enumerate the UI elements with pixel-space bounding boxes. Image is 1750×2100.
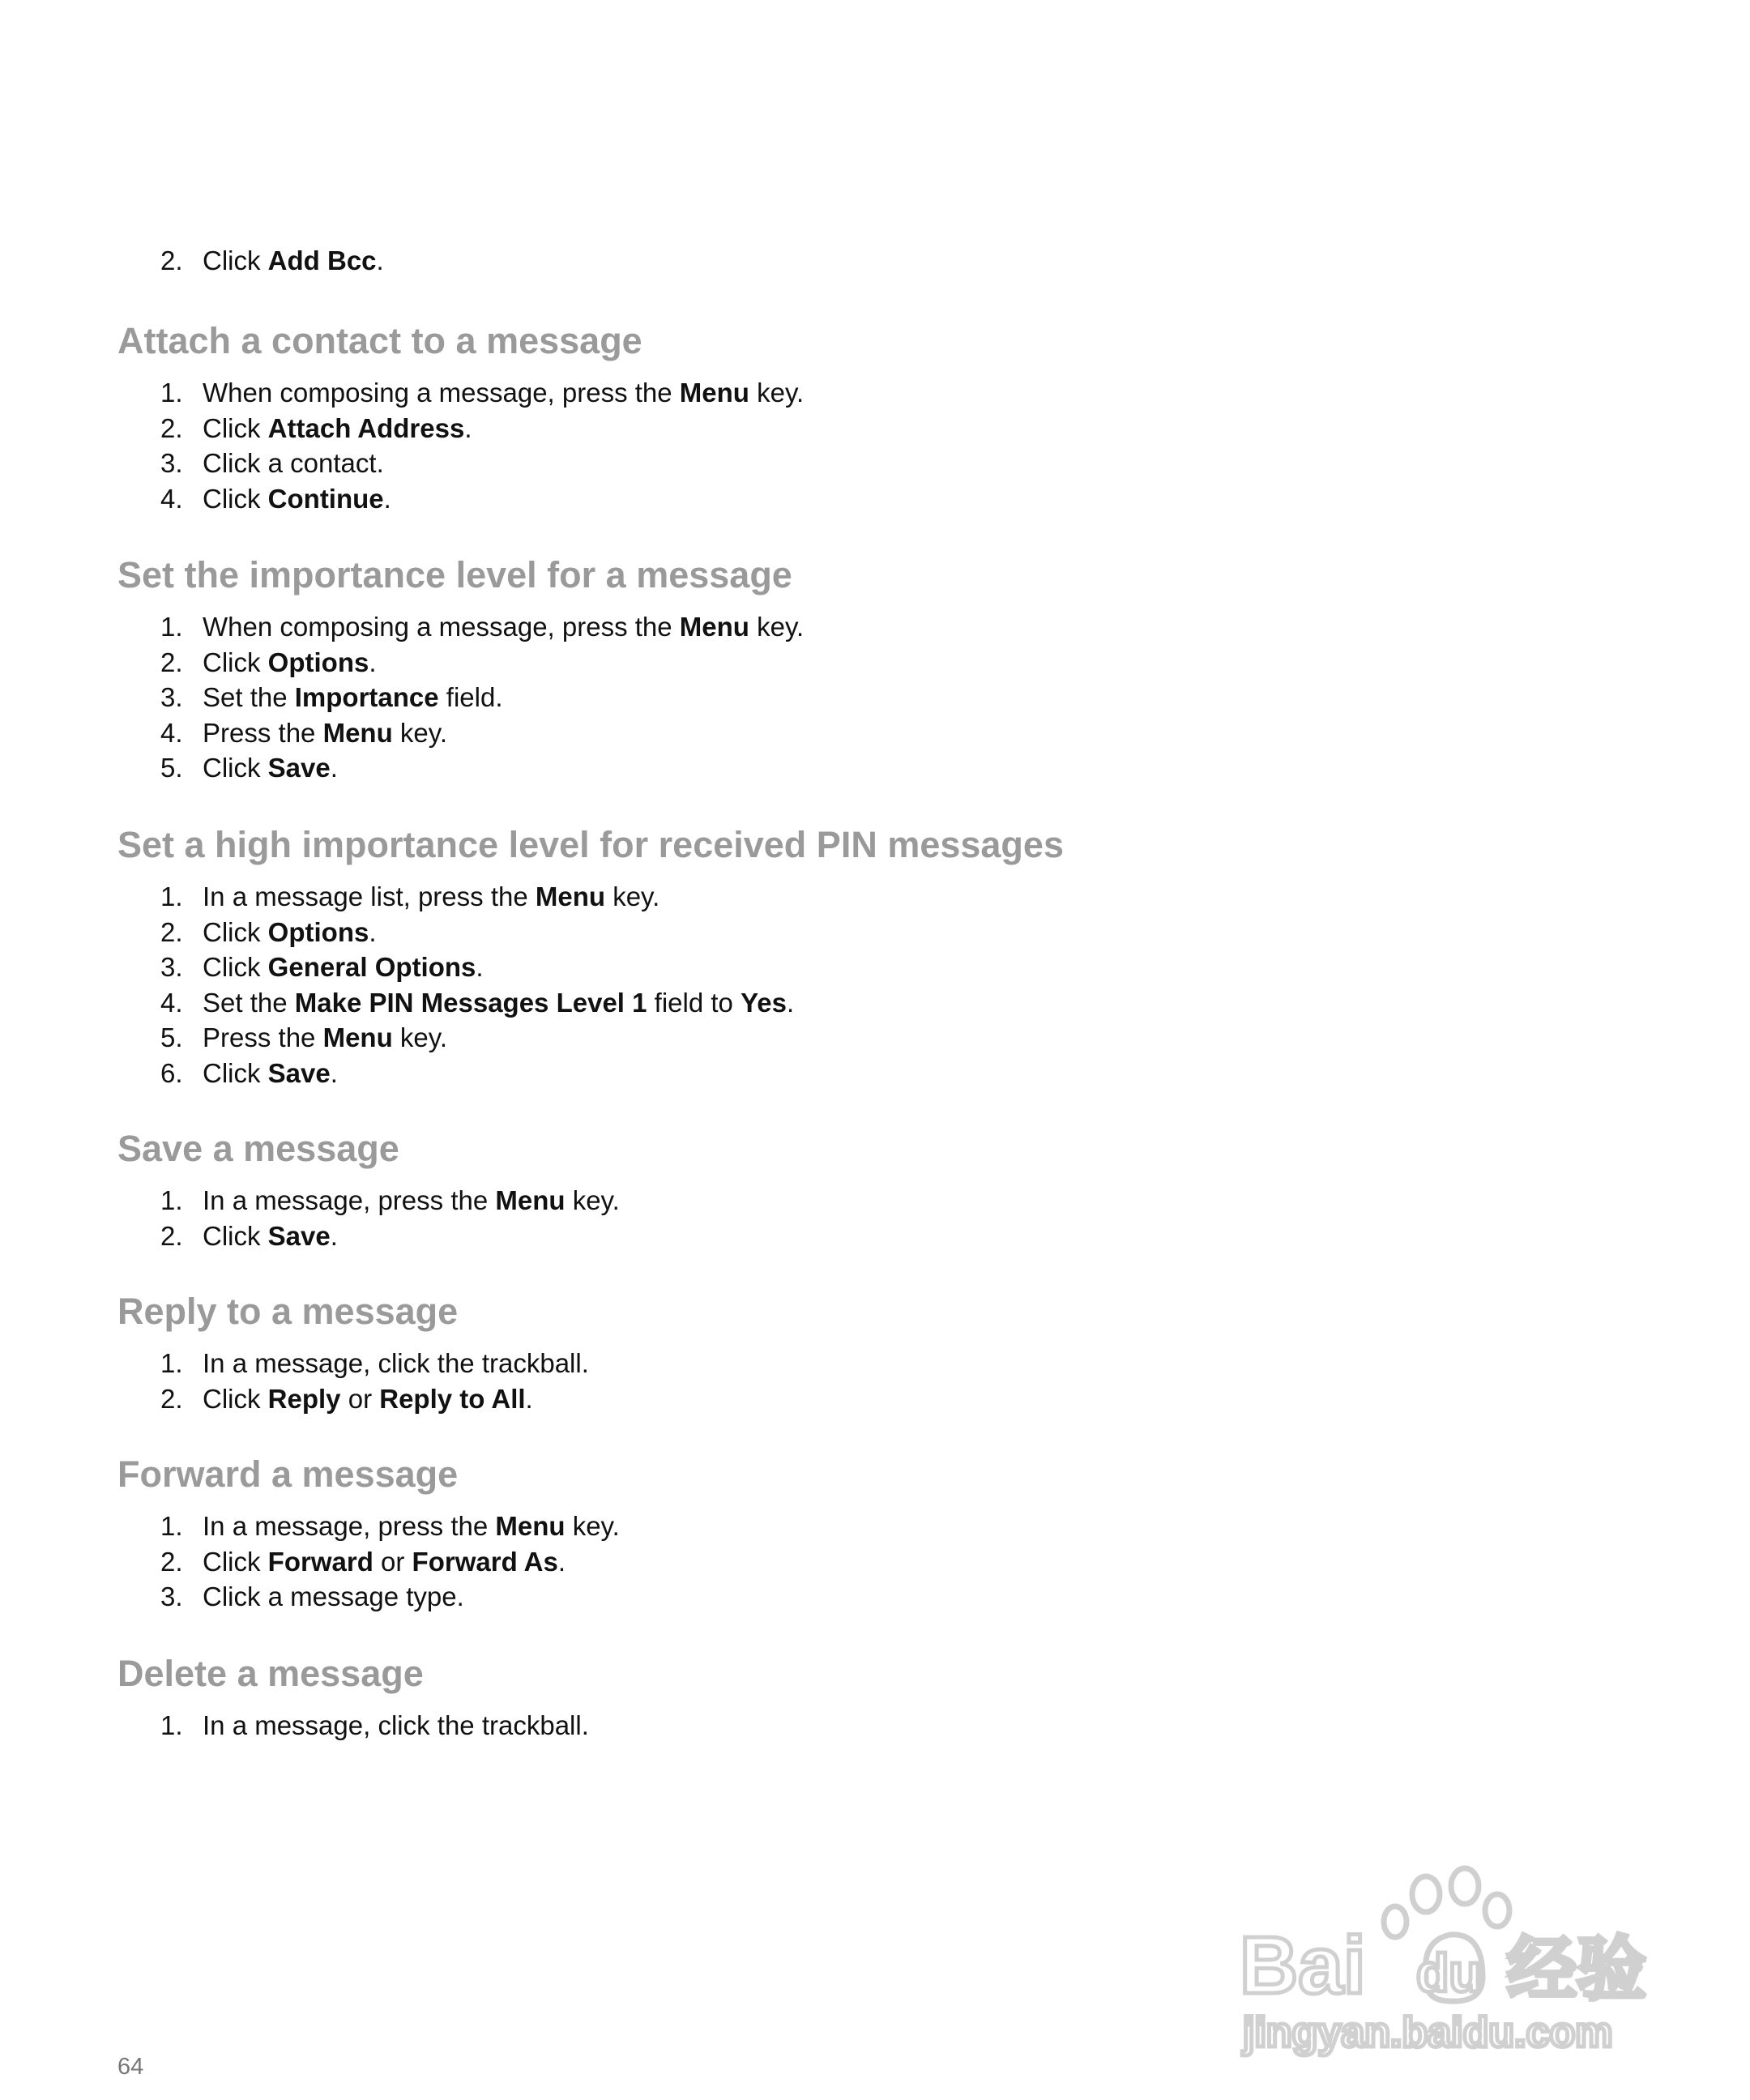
step-text: [203, 1187, 620, 1214]
watermark-brand-du: du: [1416, 1943, 1482, 2003]
step-text-bold: Save: [267, 1057, 331, 1088]
step-text-plain: .: [330, 1220, 338, 1251]
section-heading: Delete a message: [117, 1653, 424, 1694]
section-heading: Forward a message: [117, 1453, 459, 1495]
step-text-plain: .: [383, 483, 391, 514]
step-text-plain: Click a message type.: [203, 1581, 464, 1611]
step-number: 2.: [160, 916, 183, 947]
step-text-bold: Menu: [679, 612, 749, 642]
step-text-bold: Save: [267, 1220, 331, 1251]
step-text-plain: Click: [203, 245, 268, 275]
step-text: [203, 412, 472, 443]
step-text-plain: Click: [203, 1383, 268, 1414]
step-text-plain: Click: [203, 647, 268, 677]
step-text-bold: Menu: [535, 881, 606, 911]
step-number: 4.: [160, 483, 183, 514]
step-text-bold: Options: [267, 647, 369, 677]
step-text-bold: Make PIN Messages Level 1: [294, 987, 647, 1018]
step-text-bold: Reply to All: [379, 1383, 526, 1414]
step-text: [203, 989, 794, 1016]
step-text-plain: When composing a message, press the: [203, 612, 680, 642]
step-text-plain: Click: [203, 952, 268, 982]
step-number: 1.: [160, 1710, 183, 1740]
step-text: [203, 684, 503, 711]
step-number: 3.: [160, 448, 183, 478]
step-text-plain: Click: [203, 916, 268, 947]
watermark-brand-latin: Bai: [1240, 1920, 1366, 2011]
step-number: 3.: [160, 1581, 183, 1611]
step-number: 5.: [160, 753, 183, 783]
watermark-url: jingyan.baidu.com: [1243, 2009, 1613, 2056]
step-number: 6.: [160, 1057, 183, 1088]
step-text: [203, 379, 804, 406]
step-number: 2.: [160, 1546, 183, 1577]
step-text-plain: Click: [203, 1057, 268, 1088]
step-text-plain: .: [330, 753, 338, 783]
step-text: [203, 754, 338, 781]
step-text-bold: Options: [267, 916, 369, 947]
step-text-plain: .: [369, 647, 377, 677]
step-text-plain: .: [786, 987, 795, 1018]
section-heading: Set a high importance level for received PIN messages: [117, 824, 1064, 865]
step-text-plain: .: [330, 1057, 338, 1088]
step-text-bold: Menu: [495, 1185, 566, 1215]
step-text-plain: field.: [438, 682, 503, 712]
step-text-plain: Click a contact.: [203, 448, 384, 478]
step-text-bold: Save: [267, 753, 331, 783]
step-text-plain: key.: [749, 378, 805, 408]
step-number: 2.: [160, 647, 183, 677]
step-text: [203, 1385, 533, 1412]
step-text-plain: In a message, press the: [203, 1185, 496, 1215]
step-text-bold: Importance: [294, 682, 439, 712]
step-text-plain: .: [525, 1383, 533, 1414]
step-text-plain: Click: [203, 1546, 268, 1577]
step-text-plain: In a message list, press the: [203, 881, 536, 911]
step-number: 1.: [160, 378, 183, 408]
step-text-plain: or: [373, 1546, 412, 1577]
step-text-bold: Reply: [267, 1383, 341, 1414]
step-number: 1.: [160, 1348, 183, 1378]
step-number: 1.: [160, 881, 183, 911]
step-number: 3.: [160, 952, 183, 982]
step-text: [203, 485, 391, 512]
step-text: [203, 450, 384, 476]
step-text-plain: .: [476, 952, 484, 982]
step-text-bold: Yes: [741, 987, 787, 1018]
step-number: 2.: [160, 1220, 183, 1251]
step-text-plain: Press the: [203, 1022, 323, 1052]
watermark-brand-cn: 经验: [1507, 1929, 1646, 2010]
step-text-plain: key.: [605, 881, 660, 911]
section-heading: Reply to a message: [117, 1291, 459, 1332]
step-text: [203, 1220, 338, 1251]
step-number: 1.: [160, 1185, 183, 1215]
step-text-plain: key.: [392, 717, 447, 748]
step-text-plain: .: [369, 916, 377, 947]
step-text-plain: Click: [203, 412, 268, 443]
step-text-plain: Set the: [203, 987, 295, 1018]
page-number: 64: [117, 2054, 144, 2080]
step-text: [203, 1350, 589, 1377]
step-text-plain: key.: [749, 612, 805, 642]
step-text-plain: key.: [392, 1022, 447, 1052]
step-text-plain: Click: [203, 483, 268, 514]
step-text-plain: Press the: [203, 717, 323, 748]
step-number: 1.: [160, 612, 183, 642]
step-text-plain: In a message, click the trackball.: [203, 1348, 589, 1378]
step-text-plain: In a message, press the: [203, 1511, 496, 1541]
section-heading: Set the importance level for a message: [117, 554, 792, 595]
step-text: [203, 1583, 464, 1610]
step-text: [203, 649, 377, 676]
step-number: 2.: [160, 1383, 183, 1414]
step-text: [203, 247, 384, 274]
step-text-plain: .: [557, 1546, 566, 1577]
step-text-bold: Menu: [495, 1511, 566, 1541]
step-text-bold: Continue: [267, 483, 384, 514]
step-text: [203, 954, 484, 980]
step-number: 2.: [160, 245, 183, 275]
step-text: [203, 1024, 447, 1051]
step-text-bold: General Options: [267, 952, 476, 982]
step-text: [203, 883, 659, 910]
step-text: [203, 613, 804, 640]
step-text-plain: field to: [647, 987, 741, 1018]
section-heading: Attach a contact to a message: [117, 320, 642, 361]
step-text-plain: .: [376, 245, 384, 275]
step-text: [203, 1057, 338, 1088]
step-text-plain: When composing a message, press the: [203, 378, 680, 408]
step-text-bold: Attach Address: [267, 412, 465, 443]
baidu-watermark: [1240, 1855, 1661, 2058]
step-text-plain: Click: [203, 1220, 268, 1251]
step-text: [203, 719, 447, 746]
step-number: 2.: [160, 412, 183, 443]
step-text-bold: Menu: [679, 378, 749, 408]
step-text-bold: Menu: [322, 717, 393, 748]
section-heading: Save a message: [117, 1128, 399, 1169]
step-text-bold: Forward: [267, 1546, 373, 1577]
step-number: 1.: [160, 1511, 183, 1541]
step-text-plain: or: [340, 1383, 380, 1414]
step-number: 4.: [160, 987, 183, 1018]
step-text-plain: Click: [203, 753, 268, 783]
step-text-bold: Forward As: [412, 1546, 558, 1577]
step-text-bold: Add Bcc: [267, 245, 377, 275]
step-text-plain: key.: [565, 1511, 620, 1541]
step-text: [203, 1548, 566, 1575]
step-number: 5.: [160, 1022, 183, 1052]
step-text-plain: In a message, click the trackball.: [203, 1710, 589, 1740]
step-text: [203, 916, 377, 947]
step-text-bold: Menu: [322, 1022, 393, 1052]
step-text-plain: .: [464, 412, 472, 443]
step-text: [203, 1513, 620, 1539]
step-number: 4.: [160, 717, 183, 748]
step-number: 3.: [160, 682, 183, 712]
step-text-plain: Set the: [203, 682, 295, 712]
step-text-plain: key.: [565, 1185, 620, 1215]
step-text: [203, 1712, 589, 1739]
